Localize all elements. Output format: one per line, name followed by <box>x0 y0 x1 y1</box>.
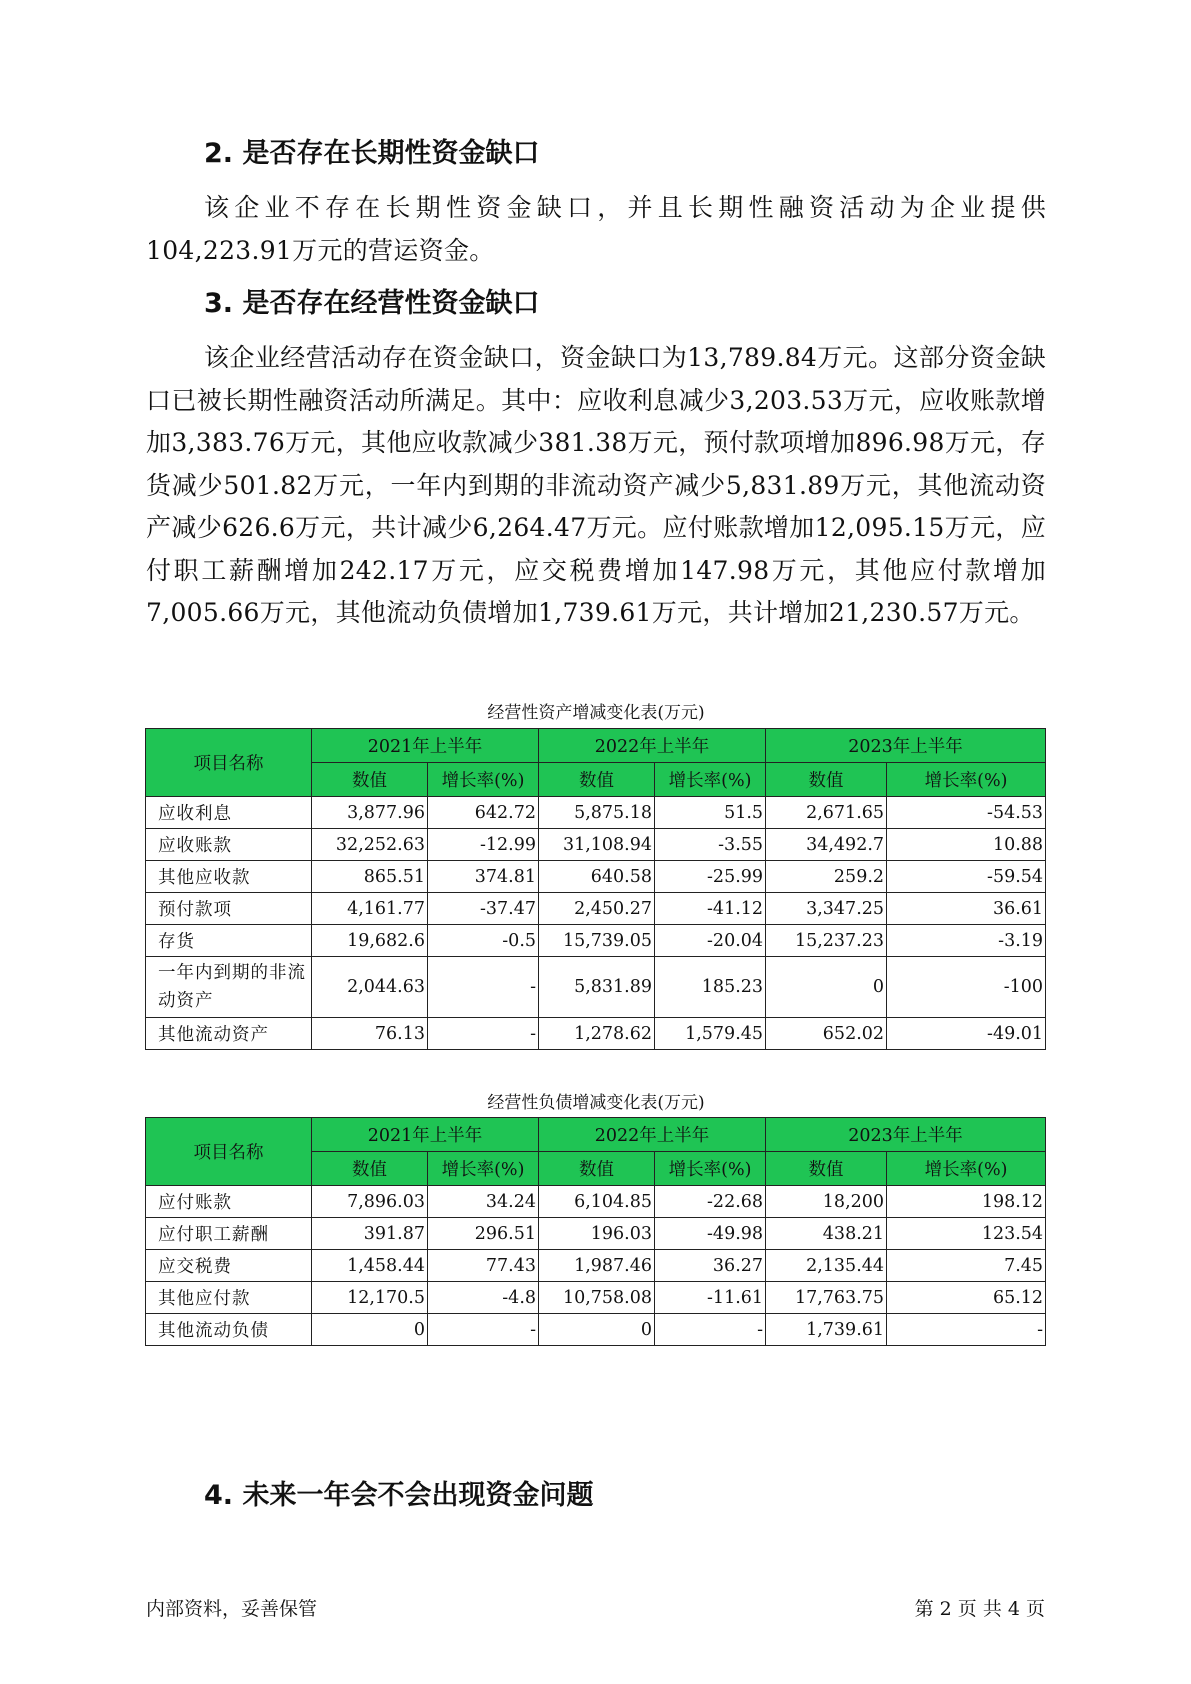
growth-cell: -54.53 <box>887 797 1046 829</box>
header-period-2022: 2022年上半年 <box>539 1118 766 1152</box>
growth-cell: -20.04 <box>655 925 766 957</box>
value-cell: 19,682.6 <box>312 925 428 957</box>
growth-cell: 296.51 <box>428 1218 539 1250</box>
header-value: 数值 <box>539 1152 655 1186</box>
value-cell: 5,831.89 <box>539 957 655 1018</box>
value-cell: 5,875.18 <box>539 797 655 829</box>
table-row <box>146 1314 1046 1346</box>
value-cell: 196.03 <box>539 1218 655 1250</box>
value-cell: 6,104.85 <box>539 1186 655 1218</box>
growth-cell: -22.68 <box>655 1186 766 1218</box>
table-row <box>146 893 1046 925</box>
growth-cell: 642.72 <box>428 797 539 829</box>
row-label: 一年内到期的非流动资产 <box>146 957 312 1018</box>
growth-cell: - <box>428 1018 539 1050</box>
value-cell: 2,135.44 <box>766 1250 887 1282</box>
operating-liabilities-table <box>145 1117 1046 1346</box>
row-label: 应付职工薪酬 <box>146 1218 312 1250</box>
growth-cell: -12.99 <box>428 829 539 861</box>
value-cell: 391.87 <box>312 1218 428 1250</box>
header-item-name: 项目名称 <box>146 1118 312 1186</box>
row-label: 存货 <box>146 925 312 957</box>
value-cell: 18,200 <box>766 1186 887 1218</box>
value-cell: 2,450.27 <box>539 893 655 925</box>
growth-cell: 34.24 <box>428 1186 539 1218</box>
value-cell: 17,763.75 <box>766 1282 887 1314</box>
footer-confidential-note: 内部资料，妥善保管 <box>146 1598 318 1620</box>
growth-cell: -25.99 <box>655 861 766 893</box>
table-row <box>146 1250 1046 1282</box>
value-cell: 0 <box>766 957 887 1018</box>
growth-cell: 10.88 <box>887 829 1046 861</box>
value-cell: 15,237.23 <box>766 925 887 957</box>
table-row <box>146 797 1046 829</box>
value-cell: 259.2 <box>766 861 887 893</box>
table-row <box>146 1282 1046 1314</box>
value-cell: 4,161.77 <box>312 893 428 925</box>
growth-cell: 7.45 <box>887 1250 1046 1282</box>
value-cell: 652.02 <box>766 1018 887 1050</box>
header-item-name: 项目名称 <box>146 729 312 797</box>
table-caption-liabilities: 经营性负债增减变化表(万元) <box>487 1093 705 1113</box>
growth-cell: 1,579.45 <box>655 1018 766 1050</box>
value-cell: 32,252.63 <box>312 829 428 861</box>
table-caption-assets: 经营性资产增减变化表(万元) <box>487 703 705 723</box>
growth-cell: -49.01 <box>887 1018 1046 1050</box>
header-period-2021: 2021年上半年 <box>312 729 539 763</box>
header-period-2021: 2021年上半年 <box>312 1118 539 1152</box>
header-value: 数值 <box>312 763 428 797</box>
header-value: 数值 <box>766 1152 887 1186</box>
growth-cell: 374.81 <box>428 861 539 893</box>
growth-cell: 185.23 <box>655 957 766 1018</box>
header-growth: 增长率(%) <box>428 1152 539 1186</box>
table-row <box>146 861 1046 893</box>
row-label: 其他流动负债 <box>146 1314 312 1346</box>
value-cell: 1,458.44 <box>312 1250 428 1282</box>
value-cell: 31,108.94 <box>539 829 655 861</box>
section-body-long-term-gap: 该企业不存在长期性资金缺口，并且长期性融资活动为企业提供104,223.91万元的营运资金。 <box>146 193 1046 265</box>
header-value: 数值 <box>312 1152 428 1186</box>
value-cell: 15,739.05 <box>539 925 655 957</box>
growth-cell: -100 <box>887 957 1046 1018</box>
growth-cell: -3.19 <box>887 925 1046 957</box>
row-label: 应收账款 <box>146 829 312 861</box>
value-cell: 34,492.7 <box>766 829 887 861</box>
value-cell: 0 <box>539 1314 655 1346</box>
header-growth: 增长率(%) <box>655 1152 766 1186</box>
growth-cell: -3.55 <box>655 829 766 861</box>
row-label: 应付账款 <box>146 1186 312 1218</box>
header-growth: 增长率(%) <box>887 1152 1046 1186</box>
value-cell: 3,877.96 <box>312 797 428 829</box>
row-label: 其他应付款 <box>146 1282 312 1314</box>
value-cell: 2,044.63 <box>312 957 428 1018</box>
table-row <box>146 1186 1046 1218</box>
row-label: 其他应收款 <box>146 861 312 893</box>
value-cell: 12,170.5 <box>312 1282 428 1314</box>
table-row <box>146 957 1046 1018</box>
value-cell: 1,278.62 <box>539 1018 655 1050</box>
section-heading-long-term-gap: 2. 是否存在长期性资金缺口 <box>204 138 540 169</box>
growth-cell: - <box>655 1314 766 1346</box>
growth-cell: 123.54 <box>887 1218 1046 1250</box>
section-body-operating-gap: 该企业经营活动存在资金缺口，资金缺口为13,789.84万元。这部分资金缺口已被长期性融资活动所满足。其中：应收利息减少3,203.53万元，应收账款增加3,383.76万元，其他应收款减少381.38万元，预付款项增加896.98万元，存货减少501.82万元，一年内到期的非流动资产减少5,831.89万元，其他流动资产减少626.6万元，共计减少6,264.47万元。应付账款增加12,095.15万元，应付职工薪酬增加242.17万元，应交税费增加147.98万元，其他应付款增加7,005.66万元，其他流动负债增加1,739.61万元，共计增加21,230.57万元。 <box>146 343 1046 627</box>
header-growth: 增长率(%) <box>655 763 766 797</box>
header-growth: 增长率(%) <box>428 763 539 797</box>
value-cell: 438.21 <box>766 1218 887 1250</box>
value-cell: 3,347.25 <box>766 893 887 925</box>
growth-cell: -37.47 <box>428 893 539 925</box>
growth-cell: -59.54 <box>887 861 1046 893</box>
row-label: 应收利息 <box>146 797 312 829</box>
row-label: 预付款项 <box>146 893 312 925</box>
growth-cell: 36.27 <box>655 1250 766 1282</box>
value-cell: 10,758.08 <box>539 1282 655 1314</box>
value-cell: 640.58 <box>539 861 655 893</box>
header-growth: 增长率(%) <box>887 763 1046 797</box>
row-label: 其他流动资产 <box>146 1018 312 1050</box>
header-period-2022: 2022年上半年 <box>539 729 766 763</box>
growth-cell: -41.12 <box>655 893 766 925</box>
value-cell: 2,671.65 <box>766 797 887 829</box>
section-heading-future-funding: 4. 未来一年会不会出现资金问题 <box>204 1480 594 1511</box>
growth-cell: 36.61 <box>887 893 1046 925</box>
growth-cell: -11.61 <box>655 1282 766 1314</box>
growth-cell: -49.98 <box>655 1218 766 1250</box>
growth-cell: - <box>428 1314 539 1346</box>
value-cell: 7,896.03 <box>312 1186 428 1218</box>
growth-cell: -0.5 <box>428 925 539 957</box>
growth-cell: -4.8 <box>428 1282 539 1314</box>
value-cell: 76.13 <box>312 1018 428 1050</box>
growth-cell: - <box>887 1314 1046 1346</box>
table-row <box>146 1018 1046 1050</box>
table-row <box>146 829 1046 861</box>
growth-cell: 198.12 <box>887 1186 1046 1218</box>
growth-cell: 51.5 <box>655 797 766 829</box>
growth-cell: - <box>428 957 539 1018</box>
section-heading-operating-gap: 3. 是否存在经营性资金缺口 <box>204 288 540 319</box>
header-period-2023: 2023年上半年 <box>766 1118 1046 1152</box>
table-row <box>146 1218 1046 1250</box>
operating-assets-table <box>145 728 1046 1050</box>
header-value: 数值 <box>539 763 655 797</box>
header-value: 数值 <box>766 763 887 797</box>
value-cell: 865.51 <box>312 861 428 893</box>
growth-cell: 77.43 <box>428 1250 539 1282</box>
header-period-2023: 2023年上半年 <box>766 729 1046 763</box>
footer-page-number: 第 2 页 共 4 页 <box>914 1598 1045 1620</box>
value-cell: 0 <box>312 1314 428 1346</box>
row-label: 应交税费 <box>146 1250 312 1282</box>
growth-cell: 65.12 <box>887 1282 1046 1314</box>
table-row <box>146 925 1046 957</box>
value-cell: 1,739.61 <box>766 1314 887 1346</box>
value-cell: 1,987.46 <box>539 1250 655 1282</box>
